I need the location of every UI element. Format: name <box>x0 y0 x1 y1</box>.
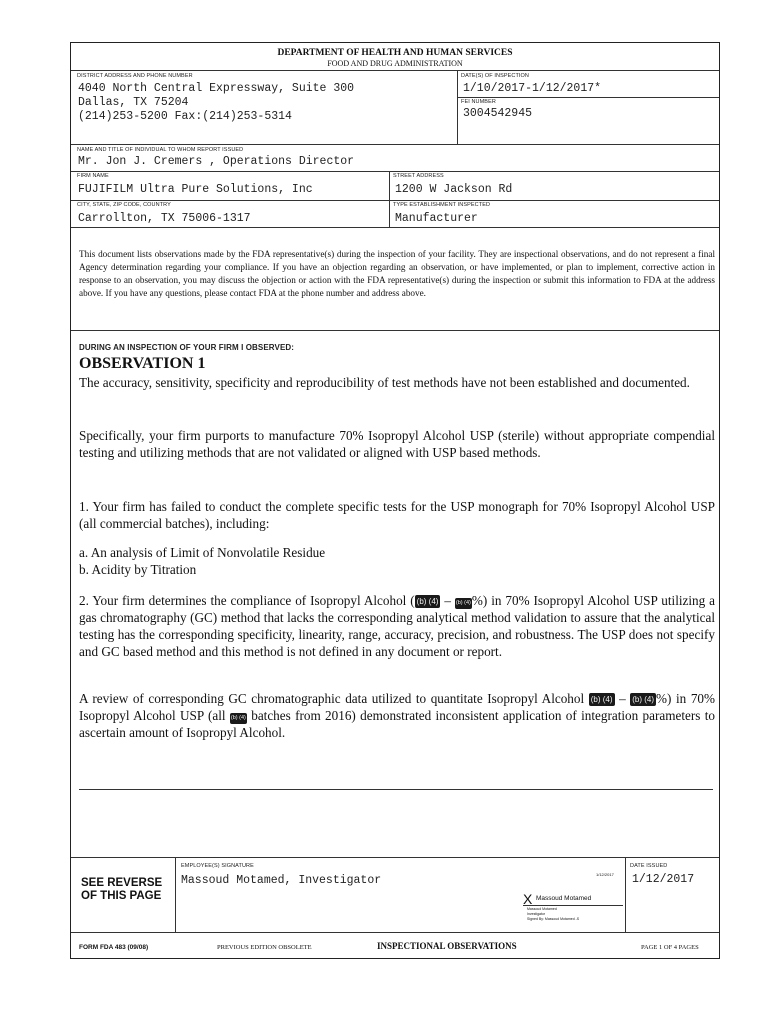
disclaimer-text: This document lists observations made by the FDA representative(s) during the inspection of your facility. They are inspectional observations, and do not represent a final Agency determination regarding your compliance. If you have an objection regarding an observation, or have implemented, or plan to implement, corrective action in response to an observation, you may discuss the objection or action with the FDA representative(s) during the inspection or submit this information to FDA at the address above. If you have any questions, please contact FDA at the phone number and address above. <box>79 249 715 298</box>
divider <box>79 789 713 790</box>
observation-item-1: 1. Your firm has failed to conduct the complete specific tests for the USP monograph for 70% Isopropyl Alcohol USP (all commercial batches), including: <box>79 499 715 531</box>
divider <box>71 227 719 228</box>
signature-signed-by: Signed By: Massoud Motamed -S <box>527 917 580 921</box>
observation-item-1a: a. An analysis of Limit of Nonvolatile Residue <box>79 545 326 560</box>
divider <box>71 200 719 201</box>
observation-specifically: Specifically, your firm purports to manufacture 70% Isopropyl Alcohol USP (sterile) without appropriate compendial testing and utilizing methods that are not validated or aligned with USP based methods. <box>79 428 715 460</box>
signature-name: Massoud Motamed <box>536 895 592 902</box>
date-issued-label: DATE ISSUED <box>630 863 668 869</box>
street-address-label: STREET ADDRESS <box>393 173 444 179</box>
signature-line <box>523 905 623 906</box>
fei-number: 3004542945 <box>463 107 533 120</box>
divider <box>625 857 626 932</box>
establishment-type: Manufacturer <box>395 212 478 225</box>
district-address-line2: Dallas, TX 75204 <box>78 96 189 109</box>
signature-x-mark: X <box>523 891 533 907</box>
redaction-marker: (b) (4) <box>590 695 613 704</box>
observation-item-2 <box>79 592 715 660</box>
fei-number-label: FEI NUMBER <box>461 99 496 105</box>
district-address-line1: 4040 North Central Expressway, Suite 300 <box>78 82 355 95</box>
observation-summary: The accuracy, sensitivity, specificity and reproducibility of test methods have not been established and documented. <box>79 375 690 390</box>
divider <box>71 144 719 145</box>
divider <box>71 857 719 858</box>
redaction-marker: (b) (4) <box>230 713 247 724</box>
employee-signature-label: EMPLOYEE(S) SIGNATURE <box>181 863 254 869</box>
establishment-type-label: TYPE ESTABLISHMENT INSPECTED <box>393 202 491 208</box>
city-state-zip: Carrollton, TX 75006-1317 <box>78 212 251 225</box>
firm-name: FUJIFILM Ultra Pure Solutions, Inc <box>78 183 313 196</box>
observation-review <box>79 690 715 741</box>
department-heading: DEPARTMENT OF HEALTH AND HUMAN SERVICES <box>277 48 513 58</box>
item-2-text: %) in 70% Isopropyl Alcohol USP utilizing a gas chromatography (GC) method that lacks the corresponding analytical method validation to assure that the analytical testing has the corresponding specificity, linearity, range, accuracy, precision, and robustness. The USP does not specify and GC based method and this method is not defined in any document or report. <box>79 593 716 659</box>
divider <box>71 932 719 933</box>
divider <box>71 171 719 172</box>
observations-intro: DURING AN INSPECTION OF YOUR FIRM I OBSERVED: <box>79 343 295 352</box>
agency-heading: FOOD AND DRUG ADMINISTRATION <box>327 59 463 68</box>
date-issued: 1/12/2017 <box>632 873 695 886</box>
divider <box>175 857 176 932</box>
employee-name: Massoud Motamed, Investigator <box>181 874 382 887</box>
see-reverse-line-1: SEE REVERSE <box>81 877 163 889</box>
signature-date-small: 1/12/2017 <box>596 872 614 877</box>
recipient-label: NAME AND TITLE OF INDIVIDUAL TO WHOM REPORT ISSUED <box>77 147 244 153</box>
divider <box>389 171 390 227</box>
form-number: FORM FDA 483 (09/08) <box>79 944 149 951</box>
fda-483-form <box>70 42 720 959</box>
item-2-dash: – <box>440 593 455 608</box>
redaction-marker: (b) (4) <box>416 597 439 606</box>
street-address: 1200 W Jackson Rd <box>395 183 513 196</box>
observation-item-1b: b. Acidity by Titration <box>79 562 197 577</box>
district-label: DISTRICT ADDRESS AND PHONE NUMBER <box>77 73 193 79</box>
divider <box>457 70 458 144</box>
divider <box>71 70 719 71</box>
signature-sub-title: Investigator <box>527 912 546 916</box>
review-dash: – <box>614 691 631 706</box>
signature-sub-name: Massoud Motamed <box>527 907 557 911</box>
review-text: A review of corresponding GC chromatographic data utilized to quantitate Isopropyl Alcohol <box>79 691 589 706</box>
divider <box>457 97 719 98</box>
inspection-dates: 1/10/2017-1/12/2017* <box>463 82 602 95</box>
redaction-marker: (b) (4) <box>632 695 655 704</box>
recipient-name: Mr. Jon J. Cremers , Operations Director <box>78 155 355 168</box>
review-text: batches from 2016) demonstrated inconsistent application of integration parameters to ascertain amount of Isopropyl Alcohol. <box>79 708 715 740</box>
see-reverse-line-2: OF THIS PAGE <box>81 890 162 902</box>
previous-edition-note: PREVIOUS EDITION OBSOLETE <box>217 944 312 951</box>
form-title: INSPECTIONAL OBSERVATIONS <box>377 941 517 951</box>
page-count: PAGE 1 OF 4 PAGES <box>641 944 699 951</box>
firm-name-label: FIRM NAME <box>77 173 109 179</box>
review-text: %) in 70% Isopropyl Alcohol USP (all <box>79 691 716 723</box>
inspection-dates-label: DATE(S) OF INSPECTION <box>461 73 530 79</box>
item-2-text: 2. Your firm determines the compliance of Isopropyl Alcohol ( <box>79 593 415 608</box>
divider <box>71 330 719 331</box>
city-label: CITY, STATE, ZIP CODE, COUNTRY <box>77 202 171 208</box>
district-phone-line: (214)253-5200 Fax:(214)253-5314 <box>78 110 292 123</box>
observation-title: OBSERVATION 1 <box>79 355 206 372</box>
redaction-marker: (b) (4) <box>455 598 472 609</box>
